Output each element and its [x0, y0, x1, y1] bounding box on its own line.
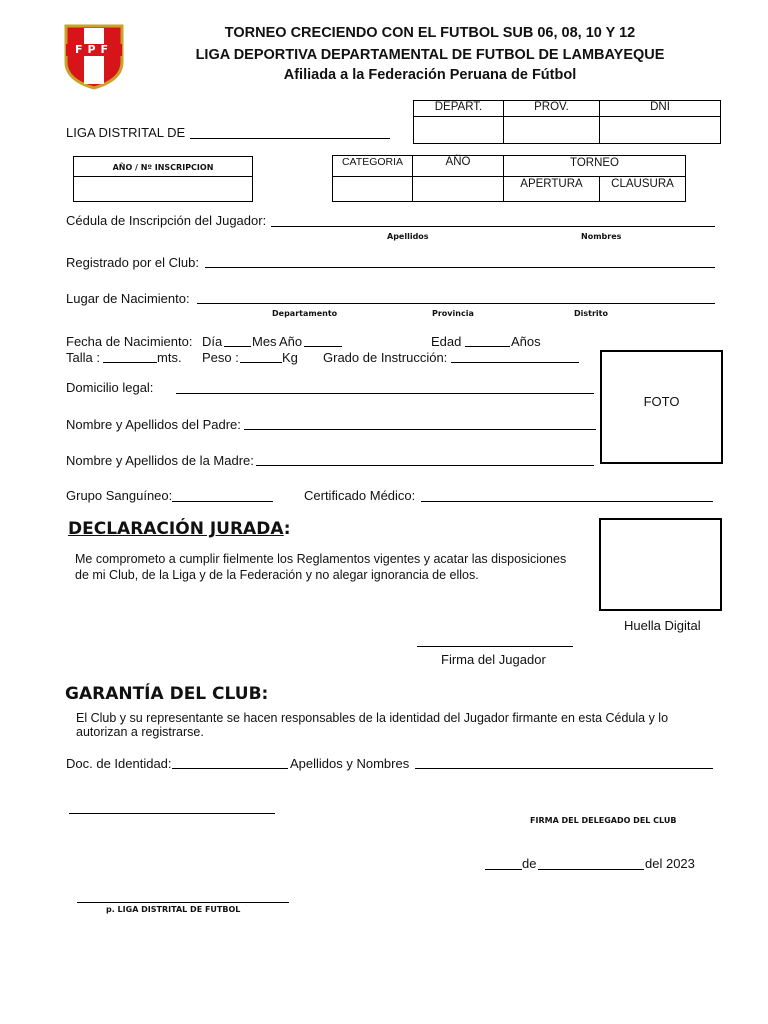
firma-jugador-label: Firma del Jugador — [441, 652, 546, 667]
madre-label: Nombre y Apellidos de la Madre: — [66, 453, 254, 468]
liga-distrital-label: LIGA DISTRITAL DE — [66, 125, 186, 140]
declaracion-title — [68, 519, 291, 539]
declaracion-line1: Me comprometo a cumplir fielmente los Reglamentos vigentes y acatar las disposiciones — [75, 552, 567, 566]
lugar-label: Lugar de Nacimiento: — [66, 291, 190, 306]
cedula-field[interactable] — [271, 226, 715, 227]
doc-identidad-field[interactable] — [172, 768, 288, 769]
domicilio-label: Domicilio legal: — [66, 380, 154, 395]
anio-header: AÑO — [412, 155, 504, 177]
padre-label: Nombre y Apellidos del Padre: — [66, 417, 241, 432]
cedula-label: Cédula de Inscripción del Jugador: — [66, 213, 267, 228]
garantia-line2: autorizan a registrarse. — [76, 725, 204, 739]
anio-cell[interactable] — [412, 176, 504, 202]
nombres-caption: Nombres — [581, 232, 622, 241]
declaracion-colon: : — [283, 519, 291, 539]
mts-label: mts. — [157, 350, 182, 365]
registrado-field[interactable] — [205, 267, 715, 268]
distrito-caption: Distrito — [574, 309, 608, 318]
anio-field[interactable] — [304, 346, 342, 347]
categoria-header: CATEGORIA — [332, 155, 413, 177]
grupo-label: Grupo Sanguíneo: — [66, 488, 173, 503]
firma-jugador-line[interactable] — [417, 646, 573, 647]
apellidos-nombres-field[interactable] — [415, 768, 713, 769]
date-de-label: de — [522, 856, 537, 871]
grado-label: Grado de Instrucción: — [323, 350, 448, 365]
apellidos-nombres-label: Apellidos y Nombres — [290, 756, 410, 771]
provincia-caption: Provincia — [432, 309, 474, 318]
date-day-field[interactable] — [485, 869, 522, 870]
dia-field[interactable] — [224, 346, 251, 347]
certificado-field[interactable] — [421, 501, 713, 502]
dni-header: DNI — [599, 100, 721, 117]
inscripcion-cell[interactable] — [73, 176, 253, 202]
talla-field[interactable] — [103, 362, 157, 363]
depart-header: DEPART. — [413, 100, 504, 117]
firma-delegado-label: FIRMA DEL DELEGADO DEL CLUB — [530, 816, 677, 825]
declaracion-line2: de mi Club, de la Liga y de la Federación y no alegar ignorancia de ellos. — [75, 568, 479, 582]
liga-firma-line[interactable] — [77, 902, 289, 903]
garantia-line1: El Club y su representante se hacen responsables de la identidad del Jugador firmante en esta Cédula y lo — [76, 711, 669, 725]
edad-field[interactable] — [465, 346, 510, 347]
talla-label: Talla : — [66, 350, 100, 365]
categoria-cell[interactable] — [332, 176, 413, 202]
inscripcion-header — [73, 156, 253, 177]
liga-firma-label: p. LIGA DISTRITAL DE FUTBOL — [106, 905, 241, 914]
anio-label: Año — [279, 334, 303, 349]
grupo-field[interactable] — [172, 501, 273, 502]
fecha-label: Fecha de Nacimiento: — [66, 334, 193, 349]
mes-label: Mes — [252, 334, 277, 349]
apellidos-caption: Apellidos — [387, 232, 429, 241]
fpf-shield-icon — [62, 22, 126, 90]
firma-delegado-line[interactable] — [69, 813, 275, 814]
depart-cell[interactable] — [413, 116, 504, 144]
prov-cell[interactable] — [503, 116, 600, 144]
grado-field[interactable] — [451, 362, 579, 363]
header-line3: Afiliada a la Federación Peruana de Fútbol — [283, 67, 577, 83]
dia-label: Día — [202, 334, 223, 349]
inscripcion-label: AÑO / Nº INSCRIPCION — [112, 163, 214, 172]
certificado-label: Certificado Médico: — [304, 488, 416, 503]
peso-label: Peso : — [202, 350, 239, 365]
madre-field[interactable] — [256, 465, 594, 466]
doc-identidad-label: Doc. de Identidad: — [66, 756, 172, 771]
logo-text: FPF — [74, 43, 114, 56]
date-month-field[interactable] — [538, 869, 644, 870]
lugar-field[interactable] — [197, 303, 715, 304]
kg-label: Kg — [282, 350, 298, 365]
apertura-cell[interactable]: APERTURA — [503, 176, 600, 202]
peso-field[interactable] — [240, 362, 282, 363]
declaracion-title-text: DECLARACIÓN JURADA — [68, 519, 284, 539]
huella-label: Huella Digital — [624, 618, 701, 633]
huella-box[interactable] — [599, 518, 722, 611]
anios-label: Años — [511, 334, 541, 349]
foto-label: FOTO — [643, 394, 680, 409]
domicilio-field[interactable] — [176, 393, 594, 394]
dni-cell[interactable] — [599, 116, 721, 144]
torneo-header: TORNEO — [503, 155, 686, 177]
edad-label: Edad — [431, 334, 462, 349]
liga-distrital-field[interactable] — [190, 138, 390, 139]
header-line2: LIGA DEPORTIVA DEPARTAMENTAL DE FUTBOL DE LAMBAYEQUE — [195, 47, 665, 63]
date-year-label: del 2023 — [645, 856, 695, 871]
prov-header: PROV. — [503, 100, 600, 117]
garantia-title: GARANTÍA DEL CLUB: — [65, 684, 269, 704]
registrado-label: Registrado por el Club: — [66, 255, 199, 270]
fpf-logo — [62, 22, 126, 90]
clausura-cell[interactable]: CLAUSURA — [599, 176, 686, 202]
header-line1: TORNEO CRECIENDO CON EL FUTBOL SUB 06, 08, 10 Y 12 — [224, 25, 636, 41]
padre-field[interactable] — [244, 429, 596, 430]
departamento-caption: Departamento — [272, 309, 338, 318]
